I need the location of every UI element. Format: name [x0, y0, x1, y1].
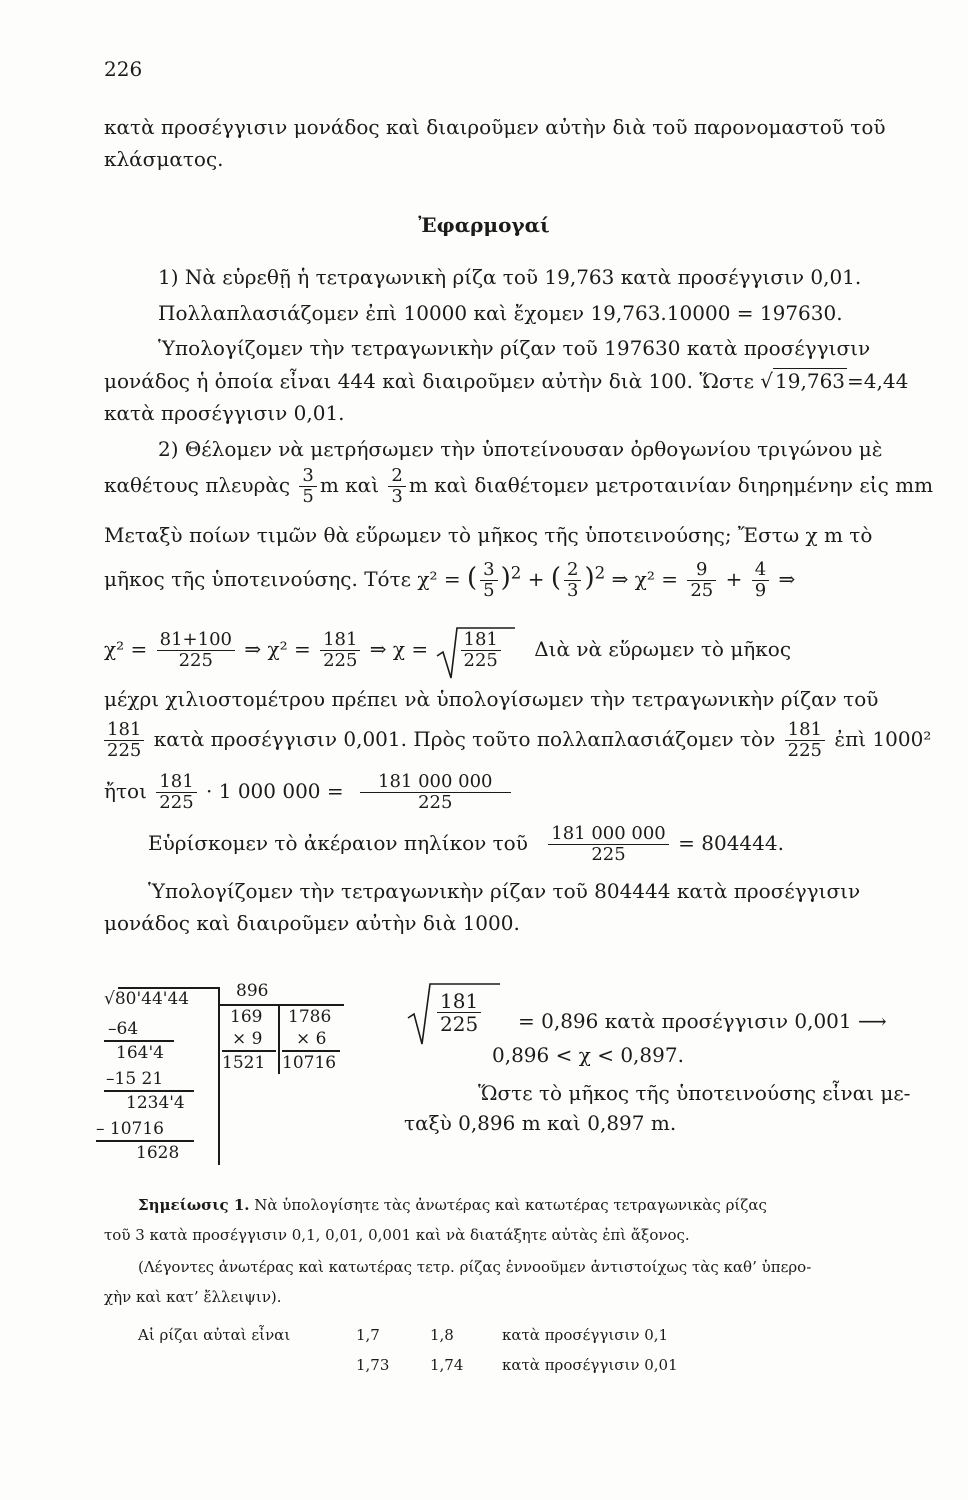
- c1-row-1: 169: [230, 1007, 263, 1027]
- work-row-5: – 10716: [96, 1119, 164, 1139]
- frac-den: 25: [690, 580, 714, 601]
- fraction-3-5-b: [480, 560, 497, 601]
- ex2-line-7: [104, 720, 931, 761]
- fraction-2-3: [388, 466, 405, 507]
- ex2-line-9-a: Εὑρίσκομεν τὸ ἀκέραιον πηλίκον τοῦ: [148, 831, 528, 855]
- work-row-4: 1234'4: [126, 1093, 185, 1113]
- c2-row-3: 10716: [282, 1053, 337, 1073]
- paren-close: ): [584, 563, 595, 593]
- ex1-line-5: κατὰ προσέγγισιν 0,01.: [104, 401, 345, 425]
- result-line-2: 0,896 < χ < 0,897.: [492, 1043, 684, 1067]
- paren-open: (: [466, 563, 478, 593]
- fraction-181000000-225: [360, 772, 511, 813]
- root-row-1-upper: 1,8: [430, 1326, 454, 1344]
- ex2-line-8: [104, 772, 514, 813]
- page-number: 226: [104, 57, 143, 81]
- arrow: ⇒: [778, 567, 796, 591]
- frac-den: 225: [440, 1012, 479, 1036]
- frac-den: 225: [178, 650, 213, 671]
- plus-sign: +: [527, 567, 545, 591]
- ex1-line-4: [104, 368, 908, 394]
- ex2-line-5-c: ⇒ χ =: [369, 637, 429, 661]
- sqrt-sign: √: [104, 989, 115, 1009]
- radical-181-225: [435, 630, 504, 671]
- ex2-line-5-b: ⇒ χ² =: [244, 637, 311, 661]
- ex2-line-2: [104, 466, 933, 507]
- ex2-line-5: [104, 630, 791, 671]
- frac-num: 181: [104, 720, 144, 741]
- ex2-line-6: μέχρι χιλιοστομέτρου πρέπει νὰ ὑπολογίσωμεν τὴν τετραγωνικὴν ρίζαν τοῦ: [104, 687, 879, 711]
- ex1-line-4-text: μονάδος ἡ ὁποία εἶναι 444 καὶ διαιροῦμεν αὐτὴν διὰ 100. Ὥστε: [104, 369, 754, 393]
- intro-line-2: κλάσματος.: [104, 147, 224, 171]
- frac-num: 4: [752, 560, 769, 581]
- ex2-line-8-b: · 1 000 000 =: [206, 779, 344, 803]
- ex1-line-3: Ὑπολογίζομεν τὴν τετραγωνικὴν ρίζαν τοῦ 197630 κατὰ προσέγγισιν: [158, 336, 871, 360]
- ex2-line-2-m1: m καὶ: [319, 473, 380, 497]
- frac-den: 3: [391, 486, 403, 507]
- sqrt-sign: √: [760, 369, 774, 393]
- fraction-81-100: [157, 630, 235, 671]
- paren-close: ): [500, 563, 511, 593]
- ex1-result: =4,44: [847, 369, 909, 393]
- frac-den: 5: [483, 580, 495, 601]
- fraction-181-225-d: [785, 720, 825, 761]
- ex2-line-2-a: καθέτους πλευρὰς: [104, 473, 291, 497]
- ex2-line-10: Ὑπολογίζομεν τὴν τετραγωνικὴν ρίζαν τοῦ 804444 κατὰ προσέγγισιν: [148, 879, 861, 903]
- frac-num: 81+100: [157, 630, 235, 651]
- frac-den: 225: [463, 650, 498, 671]
- ex1-radicand: 19,763: [775, 369, 846, 393]
- c1-row-2: × 9: [232, 1029, 263, 1049]
- section-heading: Ἐφαρμογαί: [418, 213, 550, 237]
- work-row-2: 164'4: [116, 1043, 164, 1063]
- root-row-2-precision: κατὰ προσέγγισιν 0,01: [502, 1356, 678, 1374]
- ex2-line-1: 2) Θέλομεν νὰ μετρήσωμεν τὴν ὑποτείνουσαν ὀρθογωνίου τριγώνου μὲ: [158, 437, 883, 461]
- ex2-line-3: Μεταξὺ ποίων τιμῶν θὰ εὕρωμεν τὸ μῆκος τῆς ὑποτεινούσης; Ἔστω χ m τὸ: [104, 523, 873, 547]
- column-divider: [278, 1004, 280, 1074]
- frac-num: 181: [785, 720, 825, 741]
- frac-den: 225: [323, 650, 358, 671]
- note-line-2: τοῦ 3 κατὰ προσέγγισιν 0,1, 0,01, 0,001 καὶ νὰ διατάξητε αὐτὰς ἐπὶ ἄξονος.: [104, 1226, 690, 1244]
- fraction-181-225-c: [104, 720, 144, 761]
- frac-num: 181 000 000: [548, 824, 669, 845]
- c1-row-3: 1521: [222, 1053, 266, 1073]
- root-row-1-precision: κατὰ προσέγγισιν 0,1: [502, 1326, 669, 1344]
- note-line-1-text: Νὰ ὑπολογίσητε τὰς ἀνωτέρας καὶ κατωτέρας τετραγωνικὰς ρίζας: [254, 1196, 767, 1214]
- frac-num: 181: [156, 772, 196, 793]
- paren-open: (: [550, 563, 561, 593]
- frac-den: 225: [107, 740, 142, 761]
- frac-num: 2: [564, 560, 581, 581]
- frac-den: 225: [787, 740, 822, 761]
- note-line-4: χὴν καὶ κατ’ ἔλλειψιν).: [104, 1288, 282, 1306]
- frac-num: 181: [320, 630, 360, 651]
- ex2-line-7-a: κατὰ προσέγγισιν 0,001. Πρὸς τοῦτο πολλαπλασιάζομεν τὸν: [153, 727, 776, 751]
- intro-line-1: κατὰ προσέγγισιν μονάδος καὶ διαιροῦμεν αὐτὴν διὰ τοῦ παρονομαστοῦ τοῦ: [104, 115, 886, 139]
- root-row-2-upper: 1,74: [430, 1356, 464, 1374]
- frac-num: 181: [461, 630, 501, 651]
- roots-label: Αἱ ρίζαι αὐταὶ εἶναι: [138, 1326, 291, 1344]
- ex2-line-4-a: μῆκος τῆς ὑποτεινούσης. Τότε χ² =: [104, 567, 461, 591]
- frac-num: 9: [687, 560, 716, 581]
- plus-sign-2: +: [725, 567, 743, 591]
- ex2-line-4-eq: ⇒ χ² =: [611, 567, 678, 591]
- result-line-1: = 0,896 κατὰ προσέγγισιν 0,001 ⟶: [518, 1009, 887, 1033]
- ex2-line-2-b: m καὶ διαθέτομεν μετροταινίαν διηρημένην εἰς mm: [408, 473, 934, 497]
- frac-num: 181 000 000: [360, 772, 511, 793]
- note-line-3: (Λέγοντες ἀνωτέρας καὶ κατωτέρας τετρ. ρίζας ἐννοοῦμεν ἀντιστοίχως τὰς καθ’ ὑπερο-: [138, 1258, 812, 1276]
- c2-row-2: × 6: [296, 1029, 327, 1049]
- fraction-181-225: [320, 630, 360, 671]
- work-radicand: [104, 988, 189, 1010]
- result-line-4: ταξὺ 0,896 m καὶ 0,897 m.: [404, 1111, 677, 1135]
- fraction-181-225-e: [156, 772, 196, 813]
- fraction-181-225-result: [437, 990, 481, 1035]
- ex2-line-11: μονάδος καὶ διαιροῦμεν αὐτὴν διὰ 1000.: [104, 911, 520, 935]
- root-row-1-lower: 1,7: [356, 1326, 380, 1344]
- result-radical: [406, 982, 502, 1050]
- ex2-line-9-b: = 804444.: [678, 831, 784, 855]
- frac-num: 3: [480, 560, 497, 581]
- ex2-line-4: μῆκος τῆς ὑποτεινούσης. Τότε χ² = ( $\frac{3}{5}$ )$^2$ + ( $\frac{2}{3}$ )$^2$ ⇒ χ² = $\frac{9}{25}$ + $\frac{4}{9}$ ⇒: [104, 559, 796, 601]
- fraction-181000000-225-b: [548, 824, 669, 865]
- ex2-line-5-a: χ² =: [104, 637, 148, 661]
- fraction-3-5: [299, 466, 316, 507]
- radicand-overline: [118, 987, 218, 989]
- frac-num: 181: [437, 990, 481, 1013]
- fraction-2-3-b: [564, 560, 581, 601]
- frac-den: 3: [567, 580, 579, 601]
- ex2-line-7-b: ἐπὶ 1000²: [834, 727, 932, 751]
- c2-row-1: 1786: [288, 1007, 332, 1027]
- note-line-1: [138, 1194, 767, 1216]
- fraction-4-9: [752, 560, 769, 601]
- note-title: Σημείωσις 1.: [138, 1196, 250, 1214]
- work-row-6: 1628: [136, 1143, 180, 1163]
- ex1-line-2: Πολλαπλασιάζομεν ἐπὶ 10000 καὶ ἔχομεν 19,763.10000 = 197630.: [158, 301, 843, 325]
- result-line-3: Ὥστε τὸ μῆκος τῆς ὑποτεινούσης εἶναι με-: [478, 1081, 911, 1105]
- root-row-2-lower: 1,73: [356, 1356, 390, 1374]
- frac-num: 3: [299, 466, 316, 487]
- frac-num: 2: [388, 466, 405, 487]
- frac-den: 225: [418, 792, 453, 813]
- ex2-line-5-d: Διὰ νὰ εὕρωμεν τὸ μῆκος: [534, 637, 792, 661]
- frac-den: 225: [159, 792, 194, 813]
- work-row-3: –15 21: [106, 1069, 164, 1089]
- fraction-9-25: [687, 560, 716, 601]
- work-row-1: –64: [108, 1019, 139, 1039]
- work-root: 896: [236, 981, 269, 1001]
- frac-den: 9: [754, 580, 767, 601]
- divider-vertical: [218, 987, 220, 1165]
- radical-sign-icon: [435, 626, 515, 680]
- frac-den: 5: [302, 486, 314, 507]
- work-radicand-value: 80'44'44: [114, 989, 190, 1009]
- ex1-line-1: 1) Νὰ εὑρεθῇ ἡ τετραγωνικὴ ρίζα τοῦ 19,763 κατὰ προσέγγισιν 0,01.: [158, 265, 862, 289]
- ex2-line-8-a: ἤτοι: [104, 779, 147, 803]
- frac-den: 225: [591, 844, 626, 865]
- ex2-line-9: [148, 824, 784, 865]
